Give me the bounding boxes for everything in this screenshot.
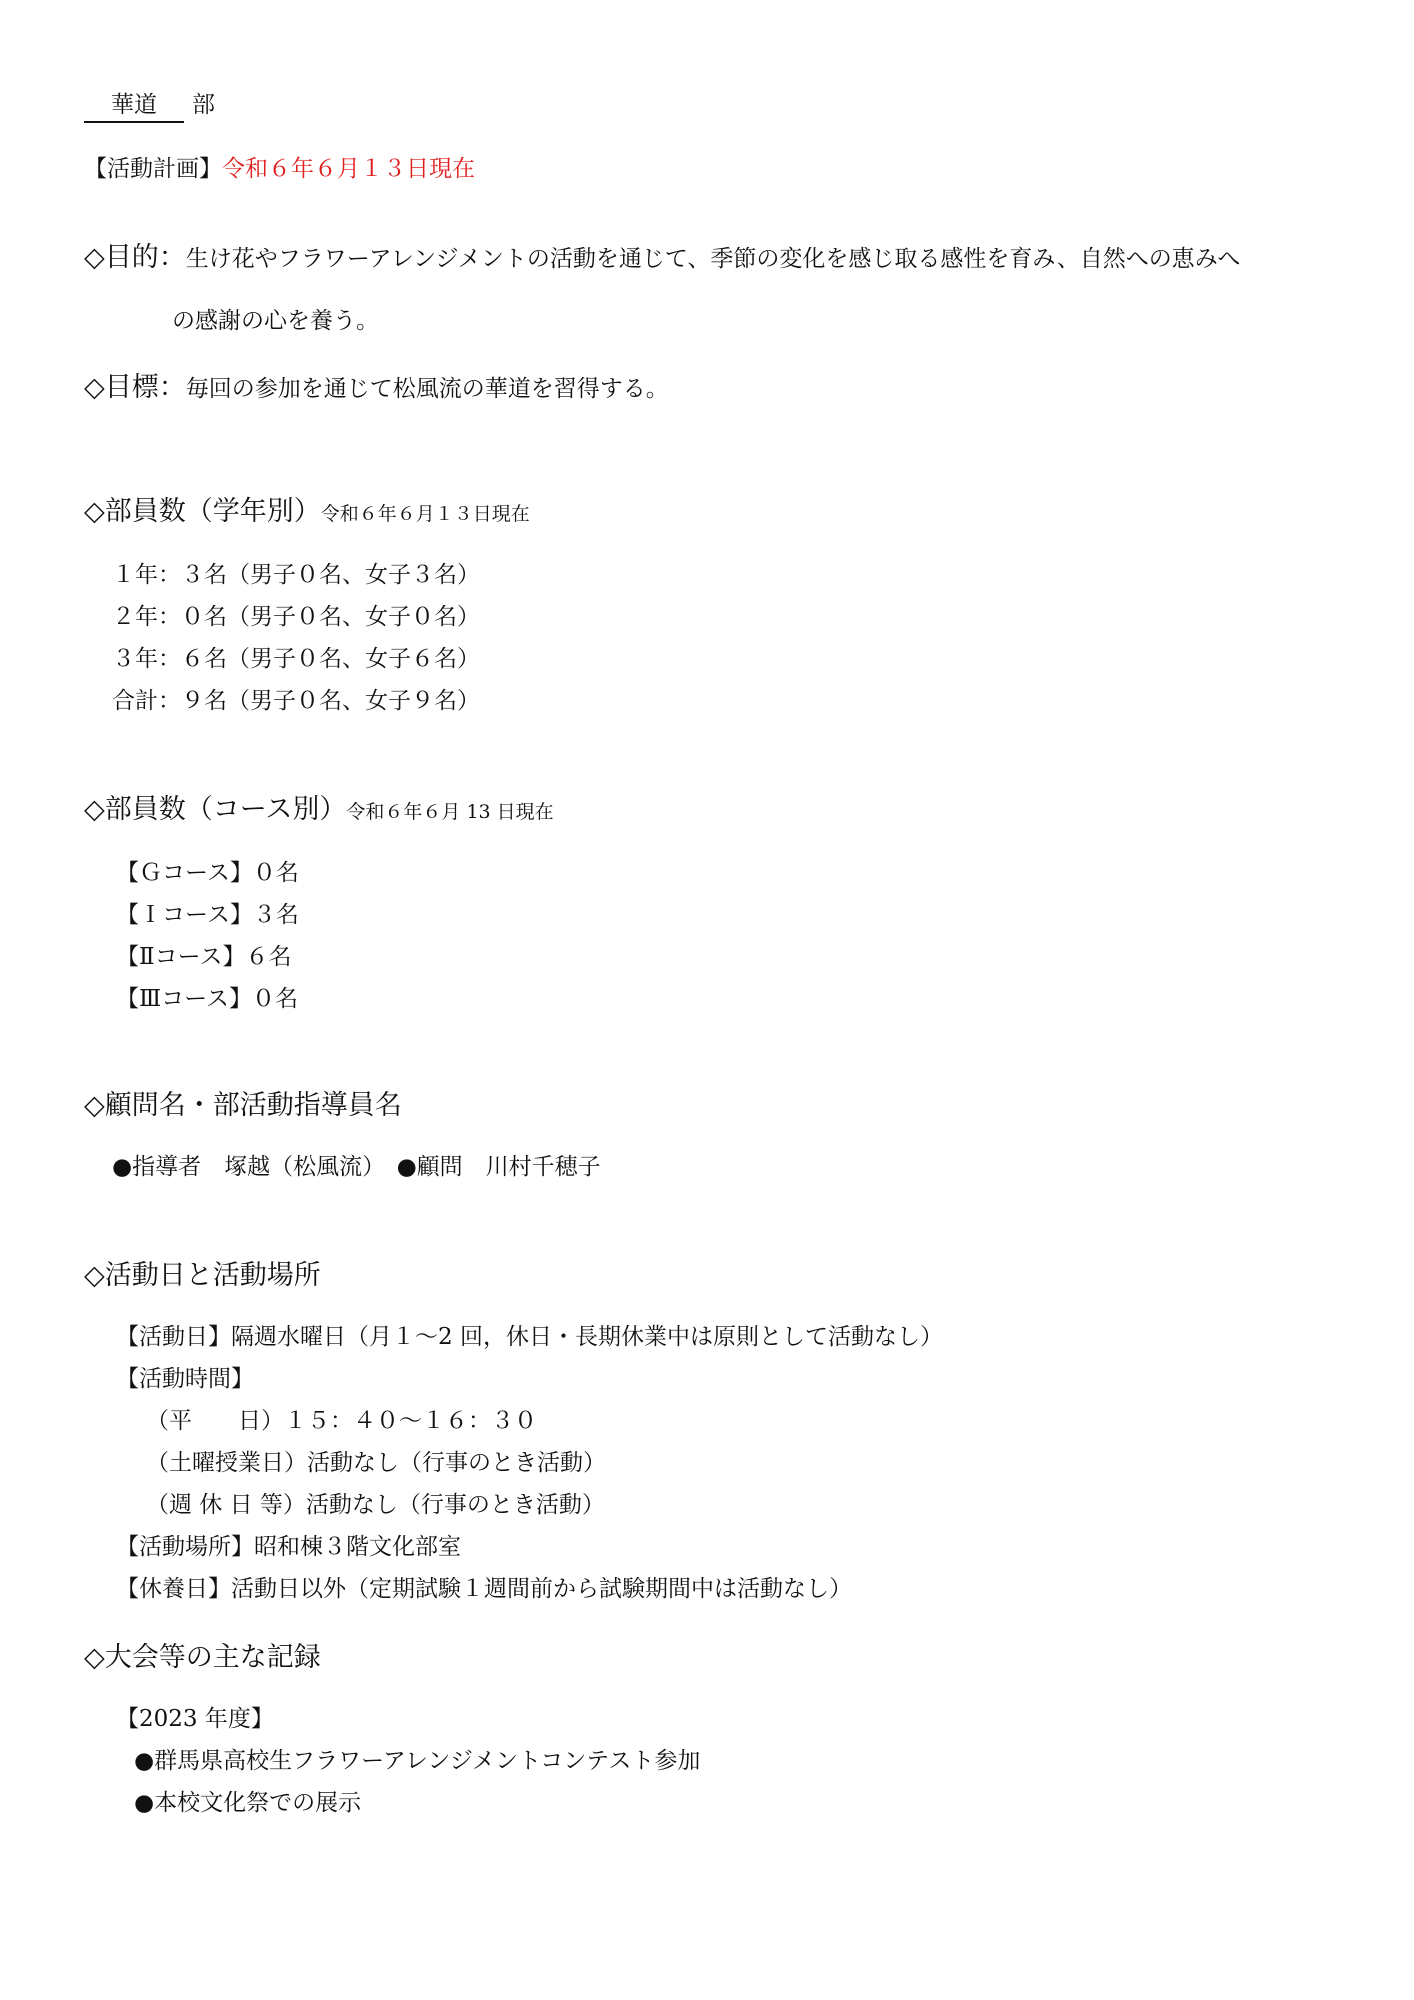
purpose-text-1: 生け花やフラワーアレンジメントの活動を通じて、季節の変化を感じ取る感性を育み、自然への恵みへ [185,246,1241,272]
schedule-days: 【活動日】隔週水曜日（月１〜2 回，休日・長期休業中は原則として活動なし） [116,1324,943,1350]
members-course-heading [84,796,554,823]
grade-row-2: ２年：０名（男子０名、女子０名） [112,604,480,630]
goal-text: 毎回の参加を通じて松風流の華道を習得する。 [185,376,669,402]
schedule-heading: ◇活動日と活動場所 [84,1260,321,1291]
schedule-saturday: （土曜授業日）活動なし（行事のとき活動） [146,1450,606,1476]
plan-date: 令和６年６月１３日現在 [222,156,475,182]
course-row-i: 【Ｉコース】３名 [116,902,299,928]
club-name: 華道 [84,94,184,123]
records-year: 【2023 年度】 [116,1706,274,1732]
goal-label: ◇目標： [84,372,186,403]
schedule-rest: 【休養日】活動日以外（定期試験１週間前から試験期間中は活動なし） [116,1576,852,1602]
advisors-heading: ◇顧問名・部活動指導員名 [84,1090,402,1121]
grade-row-1: １年：３名（男子０名、女子３名） [112,562,480,588]
records-item-1: ●群馬県高校生フラワーアレンジメントコンテスト参加 [134,1748,701,1774]
schedule-time-label: 【活動時間】 [116,1366,254,1392]
grade-row-total: 合計：９名（男子０名、女子９名） [112,688,480,714]
members-grade-heading [84,498,530,525]
course-row-g: 【Ｇコース】０名 [116,860,299,886]
schedule-place: 【活動場所】昭和棟３階文化部室 [116,1534,461,1560]
schedule-holiday: （週 休 日 等）活動なし（行事のとき活動） [146,1492,605,1518]
plan-heading [84,158,475,181]
grade-row-3: ３年：６名（男子０名、女子６名） [112,646,480,672]
purpose-label: ◇目的： [84,242,186,273]
advisors-line: ●指導者 塚越（松風流） ●顧問 川村千穂子 [112,1154,601,1180]
records-item-2: ●本校文化祭での展示 [134,1790,362,1816]
goal-line [84,374,669,401]
course-row-ii: 【Ⅱコース】６名 [116,944,292,970]
members-course-date: 令和６年６月 13 日現在 [346,801,554,823]
club-title [84,94,215,123]
purpose-text-2: の感謝の心を養う。 [172,308,379,334]
records-heading: ◇大会等の主な記録 [84,1642,321,1673]
schedule-weekday: （平 日）１５：４０〜１６：３０ [146,1408,537,1434]
members-grade-title: ◇部員数（学年別） [84,496,321,527]
plan-label: 【活動計画】 [84,156,222,182]
members-grade-date: 令和６年６月１３日現在 [320,503,530,525]
members-course-title: ◇部員数（コース別） [84,794,347,825]
club-suffix: 部 [192,92,215,118]
course-row-iii: 【Ⅲコース】０名 [116,986,299,1012]
purpose-line-1 [84,244,1240,271]
